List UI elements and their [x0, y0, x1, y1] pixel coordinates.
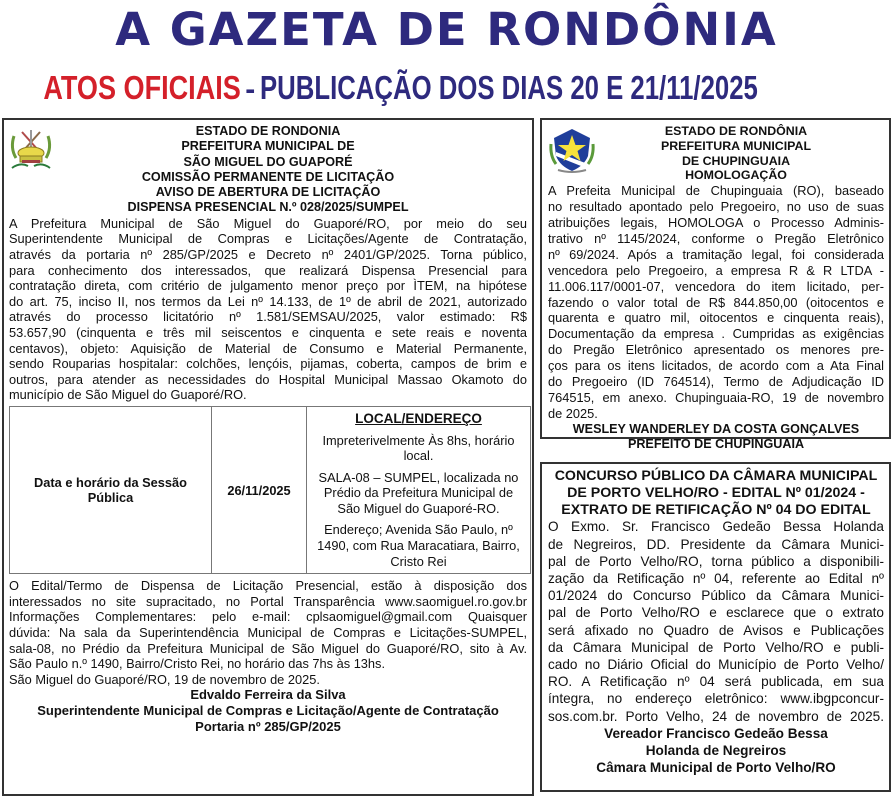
signature-name: Vereador Francisco Gedeão Bessa: [604, 725, 828, 741]
body-line: de 2025.: [548, 405, 598, 421]
body-line: de Negreiros, DD. Presidente da Câmara Munici-: [548, 536, 884, 552]
notice-chupinguaia: [540, 118, 891, 452]
body-line: íntegra, no endereço eletrônico: www.ibgpconcur-: [548, 691, 884, 707]
header-line: PREFEITURA MUNICIPAL: [660, 138, 812, 153]
header-line: COMISSÃO PERMANENTE DE LICITAÇÃO: [141, 169, 395, 184]
header-line: PREFEITURA MUNICIPAL DE: [181, 139, 355, 154]
signature-block: [548, 725, 884, 776]
session-date: 26/11/2025: [212, 406, 307, 573]
body-line: sos.com.br. Porto Velho, 24 de novembro de 2025.: [548, 708, 884, 724]
notice-sao-miguel: [2, 118, 534, 796]
body-line: zação da Retificação nº 04, referente ao Edital nº: [548, 571, 884, 586]
newspaper-title: A GAZETA DE RONDÔNIA: [115, 3, 778, 56]
body-line: contratação direta, com critério de julgamento menor preço por ÌTEM, na hipótese: [9, 278, 527, 294]
notice-body: [548, 518, 884, 724]
body-line: trativo nº 1145/2024, conforme o Pregão Eletrônico: [548, 230, 884, 246]
notice-body: [548, 183, 884, 422]
body-line: será afixado no Quadro de Avisos e Publicações: [548, 622, 884, 638]
body-line: através da portaria nº 285/GP/2025 e Decreto nº 2401/GP/2025. Torna público,: [9, 246, 527, 262]
body-line: através do processo licitatório nº 1.581/SEMSAU/2025, valor estimado: R$: [9, 309, 527, 325]
signature-block: [548, 422, 884, 453]
header-line: ESTADO DE RONDÔNIA: [664, 124, 808, 138]
body-line: 764515, em anexo. Chupinguaia-RO, 19 de novembro: [548, 389, 884, 405]
body-line: pal de Porto Velho/RO e esclarece que o extrato: [548, 605, 884, 621]
footer-line: Informações Complementares: pelo e-mail: cplsaomiguel@gmail.com Quaisquer: [9, 609, 527, 625]
header-line: SÃO MIGUEL DO GUAPORÉ: [183, 154, 353, 169]
body-line: RO. A Retificação nº 04 será publicada, em sua: [548, 674, 884, 690]
signature-name: WESLEY WANDERLEY DA COSTA GONÇALVES: [572, 421, 860, 436]
session-location: [307, 406, 531, 573]
footer-line: dúvida: Na sala da Superintendência Municipal de Compras e Licitações-SUMPEL,: [9, 625, 527, 641]
section-banner: [0, 68, 893, 115]
signature-name-cont: Holanda de Negreiros: [645, 742, 787, 758]
body-line: nº 69/2024. Após a tramitação legal, foi considerada: [548, 246, 884, 262]
sao-miguel-coat-of-arms-icon: [8, 126, 54, 172]
header-line: HOMOLOGAÇÃO: [685, 168, 787, 183]
session-label: Data e horário da Sessão Pública: [10, 406, 212, 573]
body-line: cado no Diário Oficial do Município de Porto Velho/: [548, 657, 884, 673]
body-line: O Exmo. Sr. Francisco Gedeão Bessa Holanda: [548, 519, 884, 535]
body-line: 53.657,90 (cinquenta e três mil seiscentos e cinquenta e sete reais e noventa: [9, 324, 527, 340]
body-line: fazendo o valor total de R$ 844.850,00 (oitocentos e: [548, 294, 884, 310]
section-label: ATOS OFICIAIS: [43, 69, 241, 106]
signature-role: Superintendente Municipal de Compras e Licitação/Agente de Contratação: [37, 703, 499, 719]
body-line: do art. 75, inciso II, nos termos da Lei nº 14.133, de 1º de abril de 2021, autorizado: [9, 293, 527, 309]
title-line: DE PORTO VELHO/RO - EDITAL Nº 01/2024 -: [567, 484, 865, 501]
body-line: A Prefeitura Municipal de São Miguel do Guaporé/RO, por meio do seu: [9, 215, 527, 231]
body-line: Superintendente Municipal de Compras e Licitações/Agente de Contratação,: [9, 231, 527, 247]
header-line: ESTADO DE RONDONIA: [195, 124, 341, 138]
chupinguaia-shield-star-icon: [548, 126, 596, 174]
title-line: CONCURSO PÚBLICO DA CÂMARA MUNICIPAL: [554, 468, 878, 484]
body-line: vencedora pelo Pregoeiro, a empresa R & R LTDA -: [548, 262, 884, 278]
signature-role: PREFEITO DE CHUPINGUAIA: [627, 437, 805, 452]
body-line: outros, para atender as necessidades do Hospital Municipal Massao Okamoto do: [9, 371, 527, 387]
body-line: no resultado apontado pelo Pregoeiro, no uso de suas: [548, 199, 884, 215]
body-line: atribuições legais, HOMOLOGA o Processo Adminis-: [548, 215, 884, 230]
body-line: Documentação da empresa . Cumpridas as exigências: [548, 326, 884, 342]
body-line: pal de Porto Velho/RO, torna público a disponibili-: [548, 553, 884, 569]
footer-line: sala-08, no Prédio da Prefeitura Municipal de São Miguel do Guaporé/RO, sito à Av.: [9, 640, 527, 656]
section-separator: -: [245, 73, 256, 106]
body-line: 01/2024 do Concurso Público da Câmara Munici-: [548, 588, 884, 604]
body-line: do Pregão Eletrônico apresentado os menores pre-: [548, 342, 884, 358]
body-line: para conhecimento dos interessados, que realizará Dispensa Presencial para: [9, 262, 527, 278]
body-line: ços para os itens licitados, de acordo com a Ata Final: [548, 358, 884, 374]
signature-ordinance: Portaria nº 285/GP/2025: [195, 719, 341, 735]
footer-line: São Miguel do Guaporé/RO, 19 de novembro de 2025.: [9, 671, 320, 687]
footer-line: O Edital/Termo de Dispensa de Licitação Presencial, estão à disposição dos: [9, 578, 527, 594]
notice-porto-velho: [540, 462, 891, 792]
body-line: quarenta e quatro mil, oitocentos e cinquenta reais),: [548, 310, 884, 326]
body-line: A Prefeita Municipal de Chupinguaia (RO), baseado: [548, 183, 884, 199]
session-room: SALA-08 – SUMPEL, localizada no Prédio da Prefeitura Municipal de São Miguel do Guaporé-RO.: [318, 469, 519, 516]
body-line: do Pregoeiro (ID 764514), Termo de Adjudicação ID: [548, 374, 884, 390]
body-line: centavos), objeto: Aquisição de Material de Consumo e Material Permanente,: [9, 340, 527, 356]
signature-block: [9, 687, 527, 735]
header-line: DISPENSA PRESENCIAL N.º 028/2025/SUMPEL: [127, 200, 409, 215]
signature-name: Edvaldo Ferreira da Silva: [190, 687, 346, 703]
notice-title: [548, 468, 884, 518]
body-line: sendo Rouparias hospitalar: colchões, lençóis, pijamas, coberta, campos de brim e: [9, 356, 527, 372]
session-time: Impreterivelmente Às 8hs, horário local.: [322, 432, 515, 464]
body-line: município de São Miguel do Guaporé/RO.: [9, 387, 247, 403]
body-line: 11.006.117/0001-07, vencedora do item licitado, per-: [548, 278, 884, 294]
location-header: LOCAL/ENDEREÇO: [355, 410, 482, 426]
signature-institution: Câmara Municipal de Porto Velho/RO: [596, 759, 836, 775]
body-line: da Câmara Municipal de Porto Velho/RO e publi-: [548, 639, 884, 655]
footer-line: interessados no site supracitado, no Portal Transparência www.saomiguel.ro.gov.br: [9, 593, 527, 609]
publication-dates: PUBLICAÇÃO DOS DIAS 20 E 21/11/2025: [259, 69, 758, 106]
notice-footer: [9, 578, 527, 687]
header-line: AVISO DE ABERTURA DE LICITAÇÃO: [155, 185, 381, 200]
session-address: Endereço; Avenida São Paulo, nº 1490, com Rua Maracatiara, Bairro, Cristo Rei: [317, 522, 520, 569]
session-table: [9, 406, 531, 574]
notice-header: [9, 124, 527, 216]
header-line: DE CHUPINGUAIA: [681, 153, 791, 168]
notice-body: [9, 216, 527, 403]
footer-line: São Paulo n.º 1490, Bairro/Cristo Rei, no horário das 7hs às 13hs.: [9, 656, 385, 672]
title-line: EXTRATO DE RETIFICAÇÃO Nº 04 DO EDITAL: [561, 501, 871, 518]
notice-header: [548, 124, 884, 183]
